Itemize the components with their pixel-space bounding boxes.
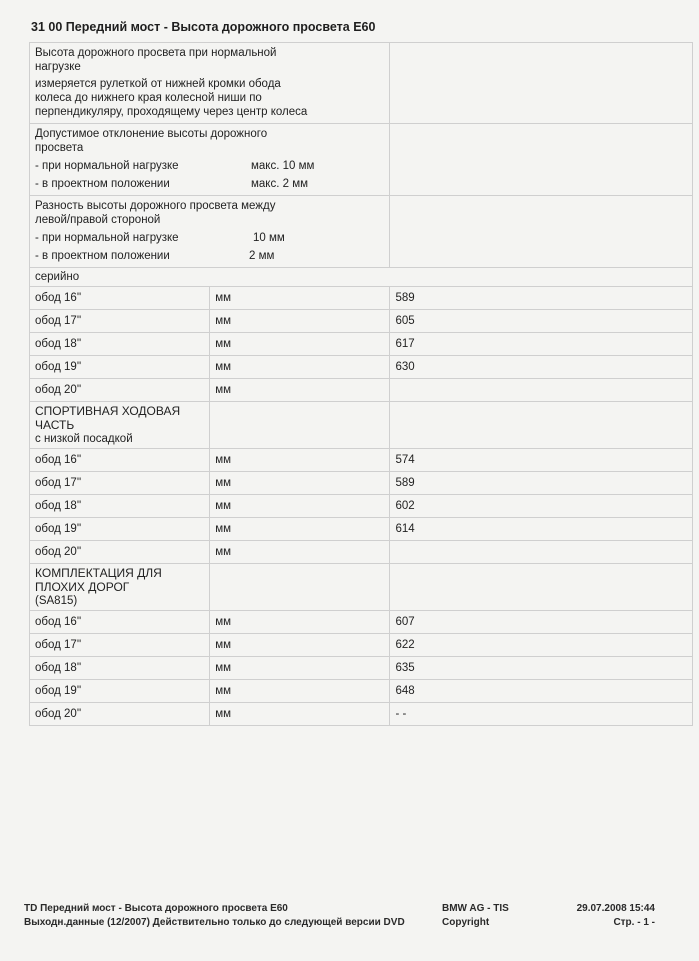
tolerance-heading-line2: просвета: [35, 142, 84, 154]
sport-heading-cell: [30, 402, 210, 449]
sport-heading: СПОРТИВНАЯ ХОДОВАЯ ЧАСТЬ: [35, 404, 181, 432]
tolerance-cell: [30, 124, 390, 196]
height-value: [390, 379, 693, 402]
table-row: [30, 310, 693, 333]
table-row: [30, 634, 693, 657]
height-value: 589: [390, 472, 693, 495]
rough-subheading: (SA815): [35, 595, 78, 607]
table-row: [30, 333, 693, 356]
height-value: 614: [390, 518, 693, 541]
tolerance-design-label: - в проектном положении: [35, 178, 170, 190]
footer-date-page: [570, 902, 655, 930]
footer-document-title: TD Передний мост - Высота дорожного просвета E60: [24, 903, 288, 914]
rim-label: обод 19'': [30, 356, 210, 379]
rough-heading-row: [30, 564, 693, 611]
unit-label: мм: [210, 449, 390, 472]
unit-label: мм: [210, 611, 390, 634]
unit-label: мм: [210, 379, 390, 402]
difference-heading-line2: левой/правой стороной: [35, 214, 161, 226]
rough-heading-cell: [30, 564, 210, 611]
difference-row: [30, 196, 693, 268]
table-row: [30, 703, 693, 726]
unit-label: мм: [210, 333, 390, 356]
intro-cell: [30, 43, 390, 124]
intro-desc-line2: колеса до нижнего края колесной ниши по: [35, 92, 262, 104]
table-row: [30, 472, 693, 495]
unit-label: мм: [210, 657, 390, 680]
intro-heading-line2: нагрузке: [35, 61, 81, 73]
unit-label: мм: [210, 680, 390, 703]
tolerance-normal-load: [35, 159, 384, 173]
spec-table: [29, 42, 693, 726]
rim-label: обод 18'': [30, 495, 210, 518]
unit-label: мм: [210, 356, 390, 379]
table-row: [30, 518, 693, 541]
rim-label: обод 19'': [30, 680, 210, 703]
rim-label: обод 16'': [30, 449, 210, 472]
rough-heading-empty-unit: [210, 564, 390, 611]
tolerance-normal-label: - при нормальной нагрузке: [35, 160, 179, 172]
height-value: 617: [390, 333, 693, 356]
rim-label: обод 17'': [30, 310, 210, 333]
difference-cell: [30, 196, 390, 268]
table-row: [30, 379, 693, 402]
sport-heading-row: [30, 402, 693, 449]
height-value: 635: [390, 657, 693, 680]
height-value: 630: [390, 356, 693, 379]
footer-publisher-name: BMW AG - TIS: [442, 903, 509, 914]
height-value: 602: [390, 495, 693, 518]
rim-label: обод 18'': [30, 657, 210, 680]
table-row: [30, 287, 693, 310]
unit-label: мм: [210, 518, 390, 541]
sport-subheading: с низкой посадкой: [35, 433, 133, 445]
tolerance-design-value: макс. 2 мм: [251, 178, 309, 190]
unit-label: мм: [210, 495, 390, 518]
difference-normal-load: [35, 231, 384, 245]
difference-normal-label: - при нормальной нагрузке: [35, 232, 179, 244]
height-value: 607: [390, 611, 693, 634]
height-value: 574: [390, 449, 693, 472]
table-row: [30, 657, 693, 680]
intro-heading-line1: Высота дорожного просвета при нормальной: [35, 47, 277, 59]
table-row: [30, 611, 693, 634]
standard-heading: серийно: [30, 268, 693, 287]
page-title: 31 00 Передний мост - Высота дорожного просвета E60: [31, 20, 376, 34]
unit-label: мм: [210, 541, 390, 564]
rim-label: обод 17'': [30, 634, 210, 657]
unit-label: мм: [210, 634, 390, 657]
sport-heading-empty-unit: [210, 402, 390, 449]
table-row: [30, 680, 693, 703]
tolerance-row: [30, 124, 693, 196]
difference-design-position: [35, 249, 384, 263]
footer-edition-note: Выходн.данные (12/2007) Действительно только до следующей версии DVD: [24, 917, 405, 928]
height-value: 589: [390, 287, 693, 310]
rough-heading-empty-value: [390, 564, 693, 611]
unit-label: мм: [210, 472, 390, 495]
rim-label: обод 20'': [30, 541, 210, 564]
rim-label: обод 17'': [30, 472, 210, 495]
rim-label: обод 20'': [30, 703, 210, 726]
difference-design-value: 2 мм: [249, 250, 275, 262]
difference-heading-line1: Разность высоты дорожного просвета между: [35, 200, 276, 212]
difference-empty-cell: [390, 196, 693, 268]
height-value: 622: [390, 634, 693, 657]
rim-label: обод 16'': [30, 611, 210, 634]
difference-design-label: - в проектном положении: [35, 250, 170, 262]
intro-desc-line3: перпендикуляру, проходящему через центр колеса: [35, 106, 308, 118]
height-value: 605: [390, 310, 693, 333]
rim-label: обод 18'': [30, 333, 210, 356]
rough-heading: КОМПЛЕКТАЦИЯ ДЛЯ ПЛОХИХ ДОРОГ: [35, 566, 162, 594]
tolerance-heading-line1: Допустимое отклонение высоты дорожного: [35, 128, 268, 140]
unit-label: мм: [210, 703, 390, 726]
footer-copyright: Copyright: [442, 917, 490, 928]
tolerance-design-position: [35, 177, 384, 191]
sport-heading-empty-value: [390, 402, 693, 449]
rim-label: обод 16'': [30, 287, 210, 310]
unit-label: мм: [210, 287, 390, 310]
rim-label: обод 20'': [30, 379, 210, 402]
intro-empty-cell: [390, 43, 693, 124]
unit-label: мм: [210, 310, 390, 333]
standard-heading-row: [30, 268, 693, 287]
rim-label: обод 19'': [30, 518, 210, 541]
height-value: [390, 541, 693, 564]
tolerance-normal-value: макс. 10 мм: [251, 160, 315, 172]
height-value: 648: [390, 680, 693, 703]
footer-timestamp: 29.07.2008 15:44: [576, 903, 655, 914]
intro-row: [30, 43, 693, 124]
footer-document-info: [24, 902, 405, 930]
intro-desc-line1: измеряется рулеткой от нижней кромки обода: [35, 78, 281, 90]
table-row: [30, 495, 693, 518]
footer-page-number: Стр. - 1 -: [613, 917, 655, 928]
table-row: [30, 356, 693, 379]
height-value: - -: [390, 703, 693, 726]
table-row: [30, 541, 693, 564]
difference-normal-value: 10 мм: [253, 232, 285, 244]
footer-publisher: [442, 902, 509, 930]
tolerance-empty-cell: [390, 124, 693, 196]
table-row: [30, 449, 693, 472]
